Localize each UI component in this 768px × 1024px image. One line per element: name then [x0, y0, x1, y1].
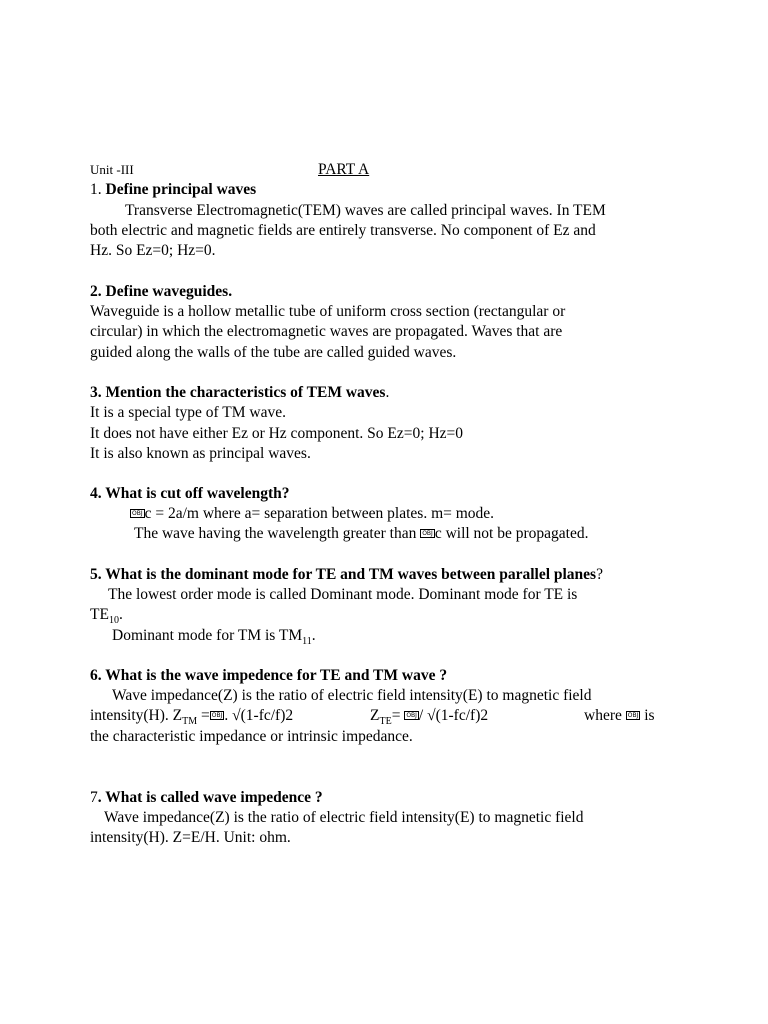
- q6-line-2-where: where OBJ is: [584, 707, 655, 724]
- unit-label: Unit -III: [90, 162, 134, 177]
- q5-line-2: $TE_{10}$.: [90, 606, 123, 627]
- q3-line-2: It does not have either Ez or Hz component. So Ez=0; Hz=0: [90, 425, 464, 442]
- placeholder-glyph-icon: OBJ: [132, 510, 143, 517]
- q3-heading: 3. Mention the characteristics of TEM waves.: [90, 384, 390, 401]
- q5-title: 5. What is the dominant mode for TE and TM waves between parallel planes: [90, 566, 597, 583]
- q5-line-1: The lowest order mode is called Dominant mode. Dominant mode for TE is: [108, 586, 578, 603]
- placeholder-glyph-icon: OBJ: [422, 530, 433, 537]
- q6-title: 6. What is the wave impedence for TE and TM wave ?: [90, 667, 448, 684]
- q7-number: 7: [90, 789, 98, 806]
- placeholder-glyph-icon: OBJ: [627, 712, 639, 719]
- q2-line-3: guided along the walls of the tube are called guided waves.: [90, 344, 457, 361]
- q3-title: 3. Mention the characteristics of TEM waves: [90, 384, 386, 401]
- part-heading: PART A: [318, 161, 370, 178]
- q4-title: 4. What is cut off wavelength?: [90, 485, 290, 502]
- q1-number: 1.: [90, 181, 106, 198]
- q6-line-2-te: $Z_{TE}=$ OBJ / √(1-fc/f)2: [370, 707, 489, 728]
- q4-line-1: OBJ c = 2a/m where a= separation between plates. m= mode.: [132, 505, 495, 522]
- placeholder-glyph-icon: OBJ: [406, 712, 417, 719]
- q6-line-3: the characteristic impedance or intrinsic impedance.: [90, 728, 413, 745]
- q3-line-3: It is also known as principal waves.: [90, 445, 311, 462]
- q3-line-1: It is a special type of TM wave.: [90, 404, 286, 421]
- q7-title: . What is called wave impedence ?: [97, 789, 323, 806]
- q1-heading: [90, 180, 256, 200]
- q6-line-1: Wave impedance(Z) is the ratio of electric field intensity(E) to magnetic field: [112, 687, 592, 704]
- q1-line-2: both electric and magnetic fields are entirely transverse. No component of Ez and: [90, 222, 596, 239]
- q7-line-1: Wave impedance(Z) is the ratio of electric field intensity(E) to magnetic field: [104, 809, 584, 826]
- q5-line-3: Dominant mode for TM is $TM_{11}$.: [112, 627, 316, 648]
- q5-heading: 5. What is the dominant mode for TE and TM waves between parallel planes?: [90, 566, 603, 583]
- q6-line-2: intensity(H). $Z_{TM}$ = OBJ . √(1-fc/f)2: [90, 707, 294, 728]
- q7-line-2: intensity(H). Z=E/H. Unit: ohm.: [90, 829, 291, 846]
- q2-title: 2. Define waveguides.: [90, 283, 233, 300]
- placeholder-glyph-icon: OBJ: [211, 712, 223, 719]
- q2-line-2: circular) in which the electromagnetic waves are propagated. Waves that are: [90, 323, 563, 340]
- q2-line-1: Waveguide is a hollow metallic tube of uniform cross section (rectangular or: [90, 303, 566, 320]
- q1-line-3: Hz. So Ez=0; Hz=0.: [90, 242, 216, 259]
- header-row: [90, 160, 134, 180]
- q1-title: Define principal waves: [105, 181, 257, 198]
- q4-line-2: The wave having the wavelength greater than OBJ c will not be propagated.: [134, 525, 589, 542]
- q1-line-1: Transverse Electromagnetic(TEM) waves are called principal waves. In TEM: [125, 202, 606, 219]
- q7-heading: [90, 788, 323, 808]
